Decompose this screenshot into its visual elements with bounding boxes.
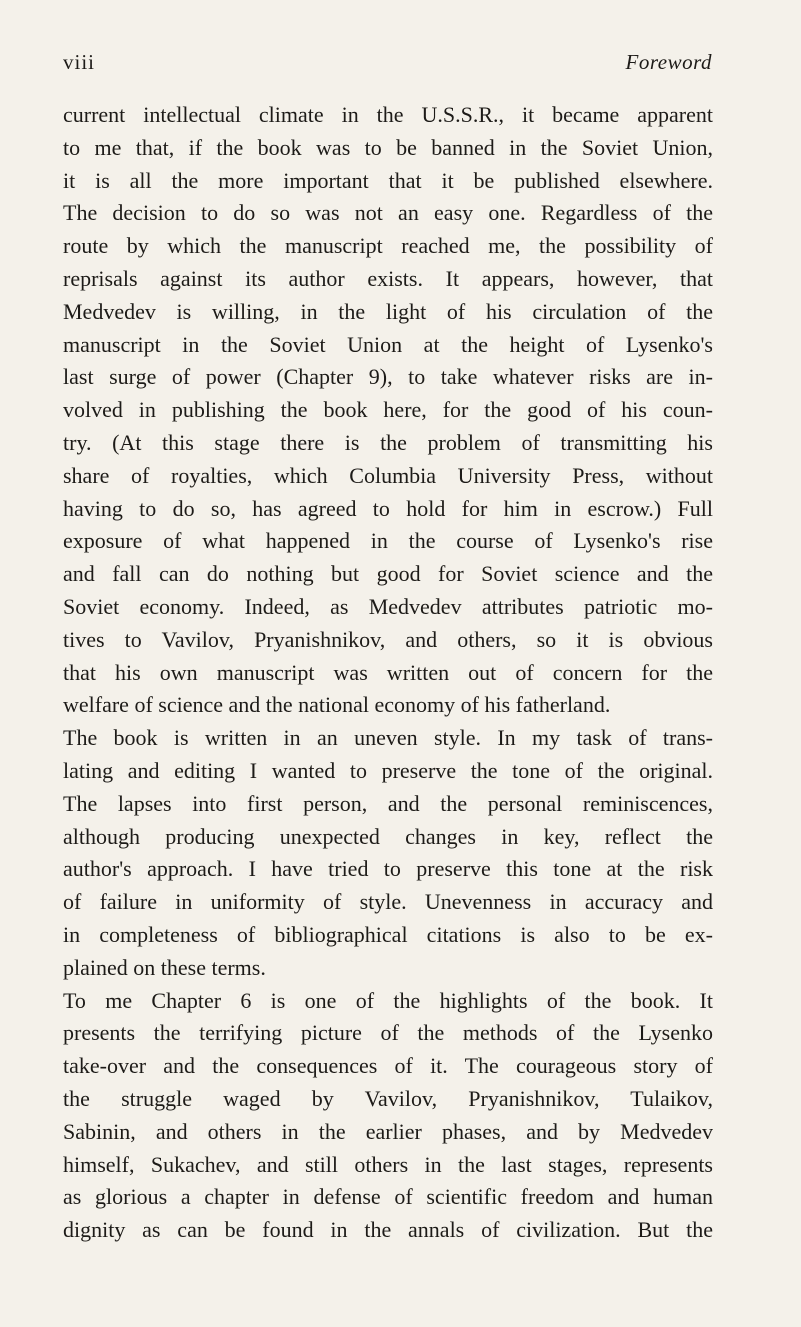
- text-line: plained on these terms.: [63, 954, 266, 980]
- text-line: lating and editing I wanted to preserve the tone of the original.: [63, 757, 713, 783]
- text-line: route by which the manuscript reached me, the possibility of: [63, 233, 713, 259]
- text-line: to me that, if the book was to be banned in the Soviet Union,: [63, 134, 713, 160]
- text-line: that his own manuscript was written out of concern for the: [63, 659, 713, 685]
- section-title: Foreword: [625, 50, 712, 74]
- text-line: welfare of science and the national economy of his fatherland.: [63, 692, 611, 718]
- body-text: [63, 99, 713, 1247]
- text-line: having to do so, has agreed to hold for him in escrow.) Full: [63, 495, 713, 521]
- running-head: [63, 50, 712, 80]
- text-line: as glorious a chapter in defense of scientific freedom and human: [63, 1184, 713, 1210]
- text-line: tives to Vavilov, Pryanishnikov, and others, so it is obvious: [63, 626, 713, 652]
- text-line: last surge of power (Chapter 9), to take whatever risks are in-: [63, 364, 713, 390]
- text-line: presents the terrifying picture of the methods of the Lysenko: [63, 1020, 713, 1046]
- text-line: take-over and the consequences of it. The courageous story of: [63, 1053, 713, 1079]
- text-line: The decision to do so was not an easy one. Regardless of the: [63, 200, 713, 226]
- text-line: exposure of what happened in the course of Lysenko's rise: [63, 528, 713, 554]
- paragraph-start-line: To me Chapter 6 is one of the highlights of the book. It: [63, 987, 713, 1013]
- text-line: Soviet economy. Indeed, as Medvedev attributes patriotic mo-: [63, 593, 713, 619]
- text-line: current intellectual climate in the U.S.S.R., it became apparent: [63, 102, 713, 127]
- text-line: it is all the more important that it be published elsewhere.: [63, 167, 713, 193]
- text-line: himself, Sukachev, and still others in the last stages, represents: [63, 1151, 713, 1177]
- text-line: Medvedev is willing, in the light of his circulation of the: [63, 298, 713, 324]
- text-line: author's approach. I have tried to preserve this tone at the risk: [63, 856, 713, 882]
- text-line: share of royalties, which Columbia University Press, without: [63, 462, 713, 488]
- page-number: viii: [63, 50, 96, 74]
- text-line: Sabinin, and others in the earlier phases, and by Medvedev: [63, 1118, 713, 1144]
- text-line: dignity as can be found in the annals of civilization. But the: [63, 1217, 713, 1243]
- text-line: of failure in uniformity of style. Unevenness in accuracy and: [63, 889, 713, 915]
- text-line: volved in publishing the book here, for the good of his coun-: [63, 397, 713, 423]
- text-line: manuscript in the Soviet Union at the height of Lysenko's: [63, 331, 713, 357]
- text-line: The lapses into first person, and the personal reminiscences,: [63, 790, 713, 816]
- text-line: try. (At this stage there is the problem of transmitting his: [63, 429, 713, 455]
- text-line: in completeness of bibliographical citations is also to be ex-: [63, 921, 713, 947]
- paragraph-start-line: The book is written in an uneven style. In my task of trans-: [63, 725, 713, 751]
- text-line: reprisals against its author exists. It appears, however, that: [63, 265, 713, 291]
- text-line: although producing unexpected changes in key, reflect the: [63, 823, 713, 849]
- text-line: and fall can do nothing but good for Soviet science and the: [63, 561, 713, 587]
- text-line: the struggle waged by Vavilov, Pryanishnikov, Tulaikov,: [63, 1085, 713, 1111]
